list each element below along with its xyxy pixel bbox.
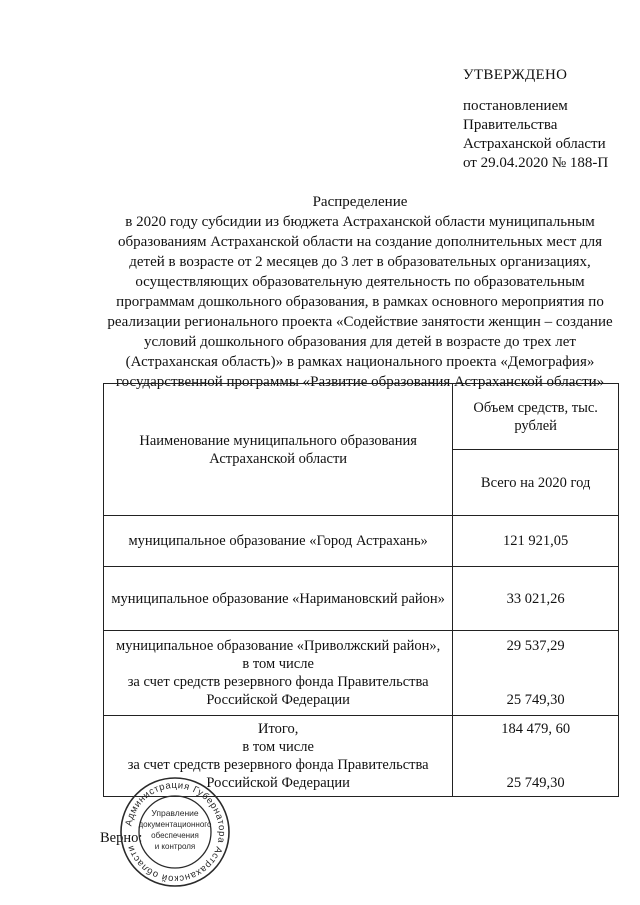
distribution-table bbox=[103, 383, 619, 797]
approval-line: постановлением bbox=[463, 98, 568, 114]
header-total-cell bbox=[453, 450, 619, 516]
total-value-reserve: 25 749,30 bbox=[506, 775, 565, 791]
approval-line: Правительства bbox=[463, 117, 558, 133]
row-value-cell bbox=[453, 516, 619, 567]
approval-heading: УТВЕРЖДЕНО bbox=[463, 67, 568, 83]
total-name: Итого, bbox=[257, 721, 299, 737]
row-value-reserve: 25 749,30 bbox=[506, 692, 565, 708]
title-heading: Распределение bbox=[312, 194, 408, 210]
row-sub-detail: за счет средств резервного фонда Правительства Российской Федерации bbox=[127, 674, 429, 708]
table-row bbox=[104, 567, 619, 631]
header-volume-cell bbox=[453, 384, 619, 450]
approval-date: от 29.04.2020 № 188-П bbox=[463, 155, 609, 171]
row-name-cell bbox=[104, 567, 453, 631]
table-row bbox=[104, 516, 619, 567]
table-header-row bbox=[104, 384, 619, 450]
row-value: 29 537,29 bbox=[506, 638, 565, 654]
row-value-cell bbox=[453, 567, 619, 631]
total-value: 184 479, 60 bbox=[501, 721, 571, 737]
title-description: в 2020 году субсидии из бюджета Астраханской области муниципальным образованиям Астраханской области на создание дополнительных мест для детей в возрасте от 2 месяцев до 3 лет в образовательных организациях, осуществляющих образовательную деятельность по образовательным программам дошкольного образования, в рамках основного мероприятия по реализации регионального проекта «Содействие занятости женщин – создание условий дошкольного образования для детей в возрасте до трех лет (Астраханская область)» в рамках национального проекта «Демография» государственной программы «Развитие образования Астраханской области» bbox=[107, 214, 613, 390]
row-sub: в том числе bbox=[242, 656, 314, 672]
stamp-center-line: Управление bbox=[151, 808, 199, 818]
row-name-cell bbox=[104, 631, 453, 716]
row-value-cell bbox=[453, 631, 619, 716]
row-name: муниципальное образование «Приволжский район», bbox=[116, 638, 441, 654]
header-name-cell bbox=[104, 384, 453, 516]
row-name: муниципальное образование «Наримановский район» bbox=[111, 590, 445, 607]
row-value: 121 921,05 bbox=[503, 533, 569, 549]
approval-block bbox=[463, 66, 608, 173]
row-name: муниципальное образование «Город Астрахань» bbox=[128, 533, 428, 549]
total-sub-detail: за счет средств резервного фонда Правительства Российской Федерации bbox=[127, 757, 429, 791]
row-value: 33 021,26 bbox=[506, 590, 565, 607]
header-volume: Объем средств, тыс. рублей bbox=[473, 399, 598, 434]
stamp-center-line: документационного bbox=[138, 820, 212, 829]
stamp-center-line: обеспечения bbox=[151, 831, 199, 840]
verno-label: Верно: bbox=[100, 830, 143, 846]
document-title bbox=[100, 192, 620, 392]
header-name: Наименование муниципального образования Астраханской области bbox=[139, 432, 417, 467]
total-sub: в том числе bbox=[242, 739, 314, 755]
stamp-ring-text: Администрация Губернатора Астраханской области bbox=[123, 779, 228, 885]
row-name-cell bbox=[104, 516, 453, 567]
header-total: Всего на 2020 год bbox=[480, 474, 591, 491]
official-stamp bbox=[110, 776, 240, 888]
approval-line: Астраханской области bbox=[463, 136, 606, 152]
table-row bbox=[104, 631, 619, 716]
stamp-seal-icon bbox=[110, 776, 240, 888]
stamp-center-line: и контроля bbox=[154, 842, 196, 851]
total-value-cell bbox=[453, 716, 619, 797]
